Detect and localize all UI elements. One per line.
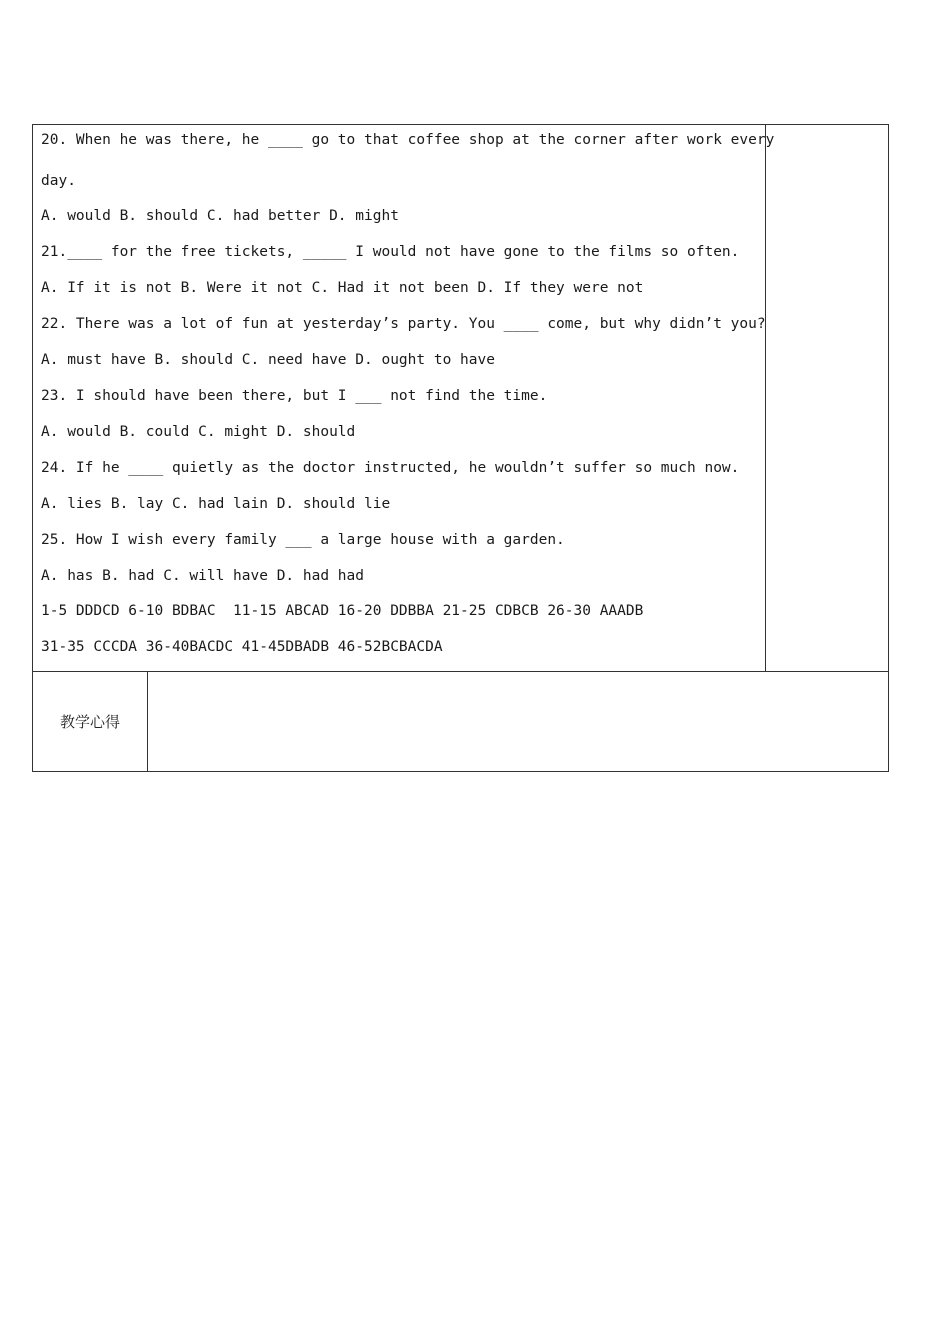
- question-24-stem: 24. If he ____ quietly as the doctor instructed, he wouldn’t suffer so much now.: [41, 460, 740, 476]
- question-21-stem: 21.____ for the free tickets, _____ I would not have gone to the films so often.: [41, 244, 740, 260]
- question-23-options: A. would B. could C. might D. should: [41, 424, 356, 440]
- question-22-stem: 22. There was a lot of fun at yesterday’s party. You ____ come, but why didn’t you?: [41, 316, 766, 332]
- answer-key-line-1: 1-5 DDDCD 6-10 BDBAC 11-15 ABCAD 16-20 DDBBA 21-25 CDBCB 26-30 AAADB: [41, 603, 644, 619]
- answer-key-line-2: 31-35 CCCDA 36-40BACDC 41-45DBADB 46-52BCBACDA: [41, 639, 443, 655]
- questions-cell: [33, 125, 775, 671]
- notes-label-cell: [33, 672, 148, 771]
- question-23-stem: 23. I should have been there, but I ___ not find the time.: [41, 388, 548, 404]
- question-25-options: A. has B. had C. will have D. had had: [41, 568, 365, 584]
- notes-row: [33, 672, 888, 771]
- question-24-options: A. lies B. lay C. had lain D. should lie: [41, 496, 391, 512]
- worksheet-table: [32, 124, 889, 772]
- notes-input-area[interactable]: [148, 672, 888, 771]
- question-20-options: A. would B. should C. had better D. might: [41, 208, 399, 224]
- question-21-options: A. If it is not B. Were it not C. Had it not been D. If they were not: [41, 280, 644, 296]
- question-20-stem: 20. When he was there, he ____ go to that coffee shop at the corner after work every: [41, 132, 775, 148]
- question-20-stem-cont: day.: [41, 173, 76, 189]
- questions-row: [33, 125, 888, 672]
- notes-label: 教学心得: [59, 713, 120, 731]
- side-empty-cell: [766, 125, 888, 671]
- question-22-options: A. must have B. should C. need have D. ought to have: [41, 352, 495, 368]
- question-25-stem: 25. How I wish every family ___ a large house with a garden.: [41, 532, 565, 548]
